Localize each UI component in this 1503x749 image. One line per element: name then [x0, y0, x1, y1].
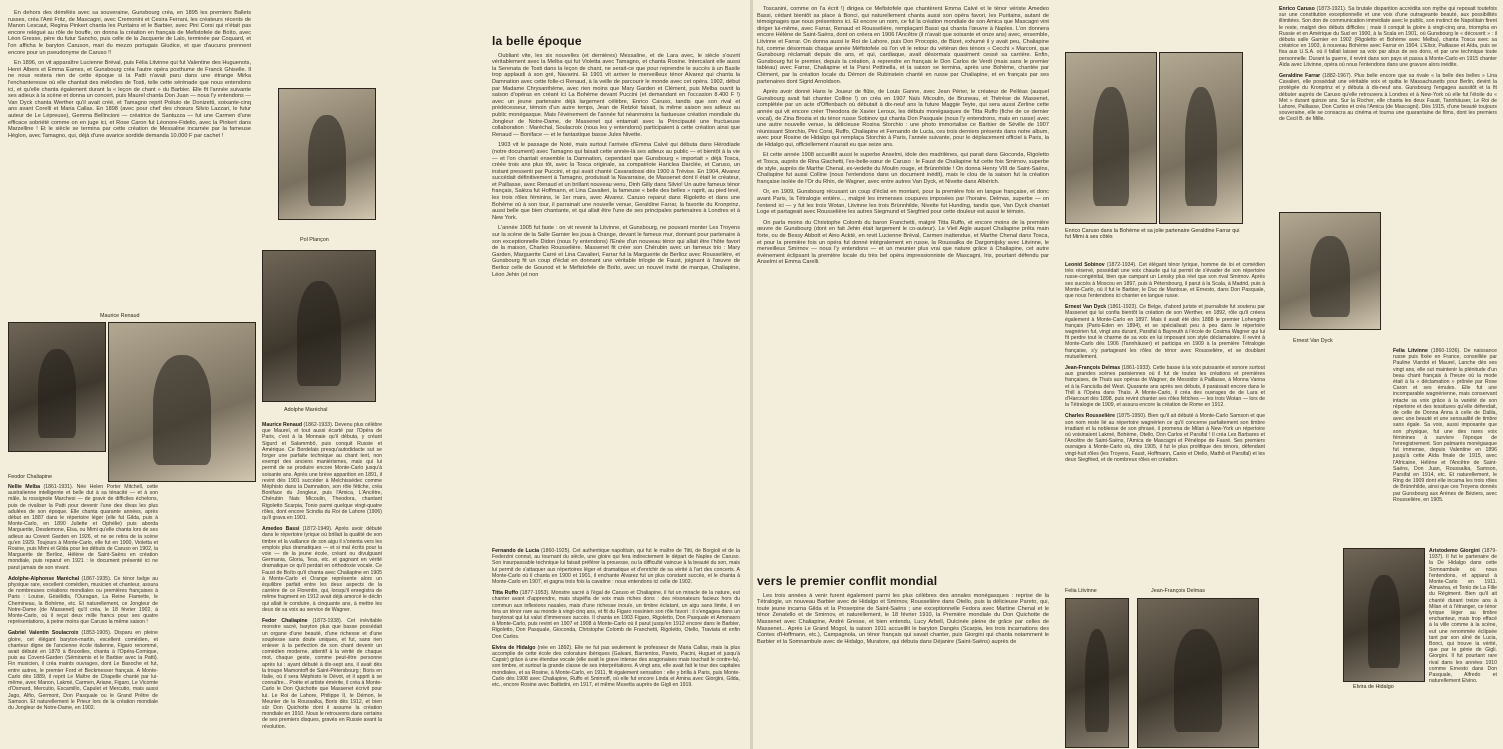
bio-soulacroix [8, 630, 158, 711]
bio-name: Geraldine Farrar [1279, 73, 1321, 80]
belle-epoque-paragraph-1: Oubliant vite, les six nouvelles (et dernières) Messaline, et de Lara avec, le siècle s'ouvrit véritablement avec la Melba qui fut Violetta avec Tamagno, et chanta Rosine. Intercalant elle aussi la Serenata de Tosti dans la leçon de chant, ne serait-ce que pour reprendre le succès à un Basile trop applaudi à son gré, Navarini. Et 1901 vit arriver le merveilleux ténor Alvarez qui chanta la Damnation avec cette folle-ci Renaud, à la veille de parcourir le monde avec cet opéra. 1902, début par Madame Chrysanthème, avec rien moins que Mary Garden et Clément, puis Melba ouvrit la saison d'opéras en créant ici La Bohème devant Puccini (et demandant en l'occasion 8.400 F !) avec un jeune partenaire déjà largement célèbre, Enrico Caruso, tandis que son rival et prédécesseur, témoin d'un autre temps, Jean de Retzké faisait, la même saison ses adieux au public monégasque. Mais l'événement de l'année fut néanmoins la fastueuse création mondiale du Jongleur de Notre-Dame, de Massenet qui entamait avec la Principauté une fructueuse collaboration : Maréchal, Soulacroix (nous les y entendons) participaient à cette création ainsi que Renaud — Boniface — et le fantastique basse Jules Nivette. [492, 52, 740, 138]
caption-hidalgo: Elvira de Hidalgo [1353, 684, 1394, 690]
bio-chaliapine [262, 618, 382, 730]
photo-caruso [1065, 52, 1157, 224]
intro-column [8, 10, 251, 143]
caption-chaliapine: Feodor Chaliapine [8, 474, 53, 480]
main-paragraph-2: Après avoir donné Hans le Joueur de flûte, de Louis Ganne, avec Jean Périer, le créateur de Pelléas (auquel Gunsbourg avait fait chanter Colline !) on créa en 1907 Naïs Micoulin, de Bruneau, et Thérèse de Massenet, complétée par un acte d'Offenbach où débutait à dix-neuf ans la future Maggie Teyte, qui sera aussi Zerline cette année qui vit encore créer Theodora de Xavier Leroux, les débuts monégasques de Titta Ruffo (fiche de ce dernier vocal), de Zina Brozia et du ténor russe Sobinov qui chanta Don Pasquale (nous l'y entendrons, mais en russe) avec une autre nouvelle venue, la délicieuse Rosina Storchio : une photo immortalise ce Barbier de Séville de 1907 réunissant Storchio, Pini Corsi, Ruffo, Chaliapine et Fernando de Lucia, ces trois derniers présents dans notre album, avec pour Rosine de Hidalgo qui remplaça Storchio à Paris, l'année suivante, pour le déplacement officiel à Paris, la de Hidalgo qui, officiellement n'aurait eu que seize ans. [757, 89, 1049, 148]
photo-chaliapine [8, 322, 106, 452]
bio-column-litvinne [1393, 348, 1497, 508]
intro-paragraph-2: En 1896, on vit apparaître Lucienne Bréval, puis Félia Litvinne qui fut Valentine des Huguenots, Henri Albers et Emma Eames, et Gunsbourg créa l'autre opéra posthume de Franck Ghiselle. Il ne nous restera rien de cette époque si la Patti n'avait paru dans une étrange Mirka l'enchanteresse où elle chantait des mélodies de Tosti, telle cette sérénade que nous entendons ici, et qu'elle chanta également durant la « leçon de chant » du Barbier. Elle fit l'année suivante ses adieux à la scène et donna un concert, puis Maurel chanta Don Juan — nous l'y entendons — Van Dyck chanta Werther qu'il avait créé, et Tamagno reprit Poliuto de Donizetti, soixante-cinq ans avant Corelli et Maria Callas. En 1898 (avec pour chef des chœurs Silvio Lazzari, le futur auteur de Le Lépreuse), Gemma Bellincioni — créatrice de Santuzza — fut une Carmen d'une efficace sobriété comme on en juge ici, et Rose Caron fut Léonore-Fidelio, avec la Pinkert dans Marzelline ! Et le siècle se termina par cette création de Messaline incarnée par la fameuse Héglon, avec Tamagno, qui, déjà d'une avarice sordide demanda 10.000 F par cachet ! [8, 60, 251, 139]
bio-text: (1853-1905). Disparu en pleine gloire, cet élégant baryton-martin, excellent comédien, et chanteur digne de l'ancienne école italienne, Figaro renommé, avait débuté en 1878 à Bruxelles, chanta à l'Opéra-Comique, puis au Covent-Garden (Sémiramis et le Barbier avec la Patti). Fin musicien, il créa maints ouvrages, dont Le Basoche et fut, entre autres, le premier Ford et Beckmesser français. A Monte-Carlo dès 1889, il reprit Le Maître de Chapelle chanté par lui-même, avec Manon, Lakmé, Carmen, Ariane, Figaro, Le Vicomte d'Osmard, Mercutio, Escamillo, Capulet et Mercutio, mais aussi Jago, Alfio, Germont, Don Pasquale ou le Grand Prêtre de Samson. Et naturellement le Prieur lors de la création mondiale du Jongleur de Notre-Dame, en 1902. [8, 630, 158, 711]
main-paragraph-3: Et cette année 1908 accueillit aussi le superbe Anselmi, idole des madrilènes, qui parait dans Gioconda, Rigoletto et Tosca, auprès de Rina Giachetti, l'ex-belle-sœur de Caruso : le Faust de Chaliapine fut cette fois Smirnov, superbe de style, auprès de Marthe Chenal, ex-vedette du Moulin rouge, et Brünnhilde ! On donna Henry VIII de Saint-Saëns, Chaliapine fut aussi Colline (nous l'entendons dans un document inédit), mais le clou de la saison fut la création française isolée de l'Or du Rhin, de Wagner, avec entre autres Van Dyck, et Nivette dans Albérich. [757, 152, 1049, 185]
bio-text: (1873-1921). Sa brutale disparition accrédita son mythe qui reposait toutefois sur une constitution exceptionnelle et une voix d'une outrageante beauté, aux possibilités illimitées. Son don de communication immédiate avec le public, son instinct de Napolitain firent le reste, malgré des débuts difficiles ; mais il conquit la gloire à vingt-cinq ans, triompha en Russie et en Amérique du Sud en 1900, à la Scala en 1901, où Gunsbourg le « découvrit » : il débuta salle Garnier en 1902 (Rigoletto et Bohème avec Melba), chanta Tosca avec sa créatrice en 1903, à nouveau Bohème avec Farrar en 1904. L'Elisir, Paillasse et Aïda, puis se fixa aux U.S.A. où il fallait laisser sa voix par abus de ses dons, et par une technique toute personnelle. Durant la guerre, il revint dans son pays et passa à Monte-Carlo en 1915 chanter Aïda avec Litvinne, opéra où nous l'entendons dans une gravure alors inédite. [1279, 6, 1497, 68]
bio-text: (1872-1949). Après avoir débuté dans le répertoire lyrique où brillait la qualité de son timbre et la vaillance de son aigu il s'orienta vers les emplois plus dramatiques — et si mal écrits pour la voix — de la jeune école, créant ou divulguant Germania, Gloria, Tess, etc. et gagnant en vérité dramatique ce qu'il perdait en orthodoxie vocale. Ce Faust de Boïto qu'il chanta avec Chaliapine en 1905 à Monte-Carlo et Orange représente alors un équilibre parfait entre les deux aspects de la carrière de ce Florentin, qui, lorsqu'il enregistra de même fragment en 1912 avait déjà amorcé le déclin qui allait le conduire, à cinquante ans, à mettre les deux de sa voix au service de Wagner. [262, 526, 382, 613]
caption-maurel: Maurice Renaud [100, 313, 140, 319]
bio-text: (1872-1934). Cet élégant ténor lyrique, homme de loi et comédien très réservé, possédait une voix chaude qui lui permit de s'évader de son répertoire russe-congénital, bien que campant un Lensky plus réel que son rival Smirnov. Après ses succès à Moscou en 1897, puis à Pétersbourg, il parut à la Scala, à Madrid, puis à Monte-Carlo, où il fut le Barbier, le Duc de Mantoue, et Ernesto, dans Don Pasquale, que nous l'entendons ici chanter en langue russe. [1065, 262, 1265, 300]
bio-text: (1877-1953). Monstre sacré à l'égal de Caruso et Chaliapine, il fut un miracle de la nature, eut chanter avant d'apprendre, mais stupéfia de voix mais riches dons : des résonateurs facieux hors du commun aux inflexions nasales, mais d'une richesse inouïe, un timbre éclatant, un aigu sans limite, il en fera un ténor rare au monde à vingt-cinq ans, et fit du Figaro rossinien son rôle favori : il s'engagea dans un barytonat qui lui valut d'immenses succès. Il chanta en 1903 Figaro, Rigoletto, Don Pasquale et Amonasro à Monte-Carlo, puis revint en 1907 et 1908 à Monte-Carlo où il parut jusqu'en 1912 encore dans le Barbier, Rigoletto, Don Pasquale, Gioconda, Christophe Colomb de Franchetti, Rigoletto, Otello, Traviata et enfin Don Carlos. [492, 590, 740, 640]
caption-marechal: Adolphe Maréchal [284, 407, 328, 413]
bio-text: (née en 1892). Elle ne fut pas seulement le professeur de Maria Callas, mais la plus accomplie de cette école des colorature ibériques (Galvani, Barrientos, Pareto, Pacini, Huguet et jusqu'à Capsir) grâce à une étendue vocale (elle avait le grave intense des aragonaises mais touchait le contre-fa), son timbre, et surtout la grande classe de ses interprétations. A vingt ans, elle avait fait le tour des capitales mondiales, et sa Rosine, à Monte-Carlo, en 1911, fit également sensation : elle y brilla à Paris, puis Monte-Carlo dès 1908 avec Chaliapine, Ruffo et Smirnoff, où elle fut encore Linda et Amina avec Giorgini, Gilda, etc., encore Rosine avec Battistini, en 1917, et même Musetta auprès de Gigli en 1919. [492, 644, 740, 689]
bio-text: (1882-1967). Plus belle encore que sa rivale « la belle des belles » Lina Cavalieri, elle possédait une véritable voix et quitta le Massachusetts pour Berlin, devint la protégée du Kronprinz et y débuta à dix-neuf ans. Gunsbourg l'engagea aussitôt et la fit débuter auprès de Caruso qu'elle retrouvera à Londres et à New-York où elle fut l'étoile du « Met » durant quinze ans. Sur la Rocher, elle chanta les deux Faust, Tannhäuser, Le Roi de Lahore, Paillasse, Don Carlos et créa l'Amica (de Mascagni). Dès 1915, d'une beauté toujours souveraine, elle se consacra au cinéma et tourna une quarantaine de films, dont les premiers de Cecil B. de Mille. [1279, 73, 1497, 123]
intro-paragraph-1: En dehors des démêlés avec sa souveraine, Gunsbourg créa, en 1895 les premiers Ballets russes, créa l'Ami Fritz, de Mascagni, avec Cremonini et Cesira Ferrani, les créateurs récents de Manon Lescaut, Regina Pinkert chanta les Puritains et le Barbier, avec Pini Corsi qui n'était pas encore relégué au rôle de bouffe, on donna la création en français de Mefistofele de Boïto, avec Léon Gresse, père du futur Sancho, puis celle de la Jacquerie de Lalo, terminée par Coquard, et l'on afficha le baryton Caruson, mari du mezzo portugais Giudice, et que d'aucuns prennent encore pour un pseudonyme de Caruso !! [8, 10, 251, 56]
section-heading-conflit: vers le premier conflit mondial [757, 574, 938, 588]
belle-epoque-paragraph-3: L'année 1905 fut faste : on vit revenir la Litvinne, et Gunsbourg, ne pouvant monter Les Troyens sur la scène de la Salle Garnier les joua à Orange, devant le fameux mur, donnant pour partenaire à son exceptionnelle Didon (nous l'y entendons) l'Enée d'un nouveau ténor qui allait être l'hôte favori de la maison, Charles Rousselière. Massenet fit créer son Chérubin avec un fameux trio : Mary Garden, Marguerite Carré et Lina Cavalieri, Farrar fut la Marguerite de Berlioz avec Rousselière, et Gunsbourg fit un coup d'éclat en donnant une véritable trilogie de Faust, joignant à l'œuvre de Berlioz celle de Gounod et le Mefistofele de Boïto, avec un nouvel invité de marque, Chaliapine, Léon Jehin (et non [492, 225, 740, 278]
bio-column-mid [262, 422, 382, 735]
bio-name: Adolphe-Alphonse Maréchal [8, 575, 80, 582]
caption-delmas: Jean-François Delmas [1151, 588, 1205, 594]
bio-melba [8, 484, 158, 571]
bio-name: Jean-François Delmas [1065, 365, 1121, 372]
bio-name: Elvira de Hidalgo [492, 644, 536, 651]
bio-column-right [492, 548, 740, 693]
belle-epoque-paragraph-2: 1903 vit le passage de Noté, mais surtout l'arrivée d'Emma Calvé qui débuta dans Hérodiade (notre document) avec Tamagno qui faisait cette année-là ses adieux au public — et bientôt à la vie — et l'on chantait ensemble la Damnation, cependant que Gunsbourg « importait » déjà Tosca, créée trois ans plus tôt, avec la Tosca originale, sa compatriote Hariclea Darclée, et Caruso, un instant pressenti par Puccini, et qui avait chanté Cavaradossi dès 1900 à Trévise. En 1904, Alvarez succédait définitivement à Tamagno, produisait la Navarraise, de Massenet dont il était le créateur, et Paillasse, avec Renaud et un brillant nouveau venu, Dinh Gilly dans Silvio! Un autre fameux ténor français, Saléza fut Hoffmann, et Lina Cavalieri, la fameuse « belle des belles » raprit, au pied levé, les trois rôles féminins, le 1er mars, avec Alvarez. Caruso reparut dans Rigoletto et dans une Bohème où à son tour, il parrainait une nouvelle venue, Geraldine Farrar, la favorite du Kronprinz, aussi belle que bien chantante, et qui allait être l'une de ses principales partenaires à Londres et à New York. [492, 142, 740, 221]
belle-epoque-column [492, 34, 740, 282]
bio-text: (1860-1936). De naissance russe puis fixée en France, conseillée par Pauline Viardot et Maurel, Lanche dès ses vingt ans, elle sut maintenir la plénitude d'un beau chant français à l'heure où la mode était à la « déclamation » prônée par Rose Caron et ses émules. Elle fut une incomparable wagnérienne, mais conservant intacte sa voix grâce à la variété de son répertoire et des tessitures qu'elle défendait, de celle de Donna Anna à celle de Dalila, avec une beauté et une sensualité de timbre sans égale. Sa voix, aussi imposante que son physique, fut une des rares voix féminines à survivre l'époque de l'enregistrement. Son palmarès monégasque fut immense, depuis Valentine en 1896 jusqu'à cette Aïda finale de 1915, avec l'Africaine, Hélène et l'Ancêtre de Saint-Saëns, Don Juan, Roussalka, Samson, Parsifal en 1914, etc. Et naturellement, le Ring de 1909 dont elle incarna les trois rôles de Brünnhilde, ainsi que ces Troyens donnés par Gunsbourg aux Arènes de Béziers, avec Rousselière, en 1905. [1393, 348, 1497, 503]
bio-text: (1875-1950). Bien qu'il ait débuté à Monte-Carlo Samson et que son nom reste lié au répertoire wagnérien ce qu'il concerne parfaitement son timbre irradiant et la noblesse de son phrasé, il promena de Milan à New-York un répertoire où voisinaient Lakmé, Bohème, Otello, Don Carlos et Parsifal ! Il créa Les Barbares et l'Ancêtre de Saint-Saëns, l'Amica de Mascagni et Pénélope de Fauré. Ses premiers ouvrages à Monte-Carlo où, dès 1905, il fut le plus prolifique des ténors, défendant vingt-huit rôles (les Troyens, Faust, Hoffmann, Canio et Otello, Mathô et Parsifal) et les deux Siegfried, et de nombreux rôles en création. [1065, 413, 1265, 463]
bio-name: Enrico Caruso [1279, 6, 1315, 12]
bio-name: Maurice Renaud [262, 422, 303, 428]
bio-name: Amedeo Bassi [262, 526, 300, 533]
bio-delmas [1065, 365, 1265, 408]
bio-name: Fernando de Lucia [492, 548, 540, 554]
bio-name: Aristodemo Giorgini [1429, 548, 1480, 554]
bio-text: (1861-1923). Ce Belge, d'abord juriste et journaliste fut soutenu par Massenet qui lui confia bientôt la création de son Werther, en 1892, rôle qu'il créera également à Monte-Carlo en 1897. Mais il avait été dès 1888 le premier Lohengrin français (Paris-Eden en 1894), et se spécialisait peu à peu dans le répertoire wagnérien fut, vingt ans durant, Parsifal à Bayreuth à l'école de Cosima Wagner qui lui fit perdre tout le charme de sa voix en lui imposant son style déclamatoire. Il revint à Monte-Carlo dès 1906 (Tannhäuser) et participa en 1909 à la première Tétralogie française, s'y partageant les rôles de ténor avec Rousselière, et se doublant mutuellement. [1065, 304, 1265, 360]
photo-plancon [278, 88, 376, 220]
bio-name: Nellie Melba [8, 484, 41, 490]
photo-hidalgo [1343, 548, 1425, 682]
bio-giorgini [1429, 548, 1497, 684]
conflit-column [757, 574, 1049, 649]
bio-name: Gabriel Valentin Soulacroix [8, 630, 79, 637]
bio-column-far-right [1279, 6, 1497, 128]
bio-sobinov [1065, 262, 1265, 299]
right-page [753, 0, 1503, 749]
bio-text: (1861-1933). Cette basse à la voix puissante et sonore surtout aux grandes scènes parisiennes où il fut de toutes les créations et premières françaises, de Thaïs aux opéras de Wagner, de Messidor à Paillasse, à Monna Vanna et à la Fanciulla del West. Quarante ans après ses débuts, il paraissait encore dans le Thill à l'Opéra dans Thaïs. À Monte-Carlo, il créa des ouvrages de de Lara et d'Harcourt dès 1898, puis revint chanter ses rôles fétiches — les trois Wotan — lors de la Tétralogie de 1909, et assura encore la création de Rome en 1912. [1065, 365, 1265, 409]
bio-text: (1873-1938). Cet inévitable monstre sacré, baryton plus que basse possédait un organe d'une beauté, d'une richesse et d'une souplesse sans doute uniques, et fut, sans rien enlever à la perfection de son chant devenir un comédien moderne, attentif à la vérité de chaque mot, chaque geste, comme peut-être personne après lui : ayant débuté à dix-sept ans, il avait dès la troupe Mamontoff de Saint-Pétersbourg ; Boris en Italie, où il sera Méphisto le Dévot, et il apprit à se connaître... Poète et artiste émérite, il créa à Monte-Carlo le Don Quichotte que Massenet écrivit pour lui. Le Roi de Lahore, Philippe II, le Démon, le Meunier de la Roussalka, Boris dès 1912, et bien sûr Don Quichotte dont il assume la création mondiale en 1910. Nous le retrouvons dans certains de ses premiers disques, gravés en Russie avant la révolution. [262, 618, 382, 730]
bio-name: Charles Rousselière [1065, 413, 1116, 420]
photo-litvinne [1065, 598, 1129, 748]
main-paragraph-1: Toscanini, comme on l'a écrit !) dirigea ce Mefistofele que chantèrent Emma Calvé et le ténor vériste Amedeo Bassi, cédant bientôt sa place à Bonci, qui naturellement chanta aussi son opéra favori, les Puritains, autant de témoignages que nous présentons ici. Et encore un nom, ce fut la création mondiale de son Amica que Mascagni vint diriger lui-même, avec Farrar, Renaud et Rousselière, remplaçant Bassi qui chanta l'œuvre à Naples. L'on donnera encore Hélène de Saint-Saëns, dont on créera en 1906 l'Ancêtre (il n'avait que soixante et onze ans) avec, ensemble, Litvinne et Farrar. On donna aussi le Roi de Lahore, puis Don Procopio, de Bizet, exhumé il y avait peu, Chaliapine fut, comme désormais chaque année Méfistofele où l'on vit le retour du vétéran des ténors « Cecchi » Marconi, que Gunsbourg réclamait depuis dix ans, et qui, cardiaque, avait désormais quasiment cessé sa carrière. Enfin, Gunsbourg fut le premier, depuis la création, à reprendre en français le Don Carlos de Verdi (mais sans le premier tableau) avec Farrar, Chaliapine et la Parsi Pettinella, et la saison se termina, après une Bohème, chantée par Clément, par la création locale du Démon de Rubinstein chanté en russe par Chaliapine, et en français par ses partenaires dont Sigrid Arnoldson. [757, 6, 1049, 85]
bio-de-lucia [492, 548, 740, 585]
bio-text: (1867-1935). Ce ténor belge au physique rare, excellent comédien, musicien et chanteur, assura de nombreuses créations mondiales ou premières françaises à Paris : Louise, Grisélidis, l'Ouragan, La Reine Fiamette, le Chemineau, la Bohème, etc. Et naturellement, ce Jongleur de Notre-Dame (de Massenet) qu'il créa, le 18 février 1902, à Monte-Carlo, où il reçut deux mille francs pour ses quatre représentations, à peine moins que Caruso la même saison ! [8, 575, 158, 626]
photo-van-dyck [1279, 212, 1381, 330]
photo-maurel [108, 322, 256, 482]
bio-text: (1860-1925). Cet authentique napolitain, qui fut le maître de Titti, de Borgioli et de la Federzini connut, au tournant du siècle, une gloire qui fera indirectement le départ de Naples de Caruso. Son insurpassable technique lui faisait préférer la prouesse, ou la difficulté vaincue à la beauté du son, mais lui permit de s'attaquer aux répertoires léger et dramatique et d'enrichir de sa vérité à l'art des concerts. A Monte-Carlo où il chanta en 1900 et 1901, il enchante Alvarez fut un plus constant succès, et le chanta à Monte-Carlo en 1907, et gagna trois fois la cavatine : nous entendons ici celle de 1902. [492, 548, 740, 586]
photo-marechal [262, 250, 376, 402]
bio-farrar [1279, 73, 1497, 123]
bio-hidalgo [492, 645, 740, 688]
bio-rousseliere [1065, 413, 1265, 463]
section-heading-belle-epoque: la belle époque [492, 34, 582, 48]
bio-name: Fedor Chaliapine [262, 618, 308, 625]
main-text-column [757, 6, 1049, 270]
conflit-paragraph: Les trois années à venir furent également parmi les plus célèbres des annales monégasques : reprise de la Tétralogie, un nouveau Barbier avec de Hidalgo et Smirnov, Rousselière dans Otello, puis la délicieuse Pareto, qui, toute jeune incarna Gilda et la Proserpine de Saint-Saëns ; une exceptionnelle Fedora avec Martine Chenal et le ténor Zenatello et de Smirnov, et naturellement, le 18 février 1910, la Première mondiale du Don Quichotte de Massenet avec Chaliapine, André Gresse, et bien entendu, Lucy Arbell, Dulcinée pleine de grâce par celles de Massenet... Après Le Grand Mogol, la saison 1911 accueillit le baryton Dangès (Scarpia, les trois incarnations des Contes d'Hoffmann, etc.), Campagnola, un ténor français qui savait chanter, puis Giorgini qui chanta notamment le Barbier et la Somnambule avec de Hidalgo, Muratore, qui débuta dans Déjanire (Saint-Saëns) auprès de [757, 592, 1049, 645]
bio-ruffo [492, 590, 740, 640]
bio-renaud [262, 422, 382, 521]
photo-delmas [1137, 598, 1259, 748]
bio-bassi [262, 526, 382, 613]
caption-caruso: Enrico Caruso dans la Bohème et sa jolie partenaire Geraldine Farrar qui fut Mimi à ses côtés [1065, 228, 1240, 241]
bio-column-giorgini [1429, 548, 1497, 689]
bio-name: Felia Litvinne [1393, 348, 1428, 354]
caption-plancon: Pol Plançon [300, 237, 329, 243]
bio-caruso [1279, 6, 1497, 68]
bio-text: (1862-1933). Devenu plus célèbre que Maurel, et tout aussi écarté par l'Opéra de Paris, c'est à la Monnaie qu'il débuta, y créant Sigurd et Salammbô, puis conquit Russie et Amérique. Ce Bordelais presqu'autodidacte sut se forger une parfaite technique au chant lent, non exempt des anciens maniérismes, mais qui lui permit de se produire encore Monte-Carlo jusqu'à soixante ans. Après une brève apparition en 1891, il revint dès 1901 succéder à Melchissédec comme Méphisto dans la Damnation, son rôle fétiche, créa Boniface du Jongleur, puis l'Amica, L'Ancêtre, Chérubin Nais Micoulin, Theodora, chantant Rigoletto Scarpia, Tonio parmi quelque vingt-quatre rôles, dont encore Scindia du Roi de Lahore (1906) qu'il grava en 1901. [262, 422, 382, 522]
caption-van-dyck: Ernest Van Dyck [1293, 338, 1333, 344]
bio-text: (1861-1931). Née Helen Porter Mitchell, cette australienne intelligente et belle dut à sa ténacité — et à son mâle, la rossignole Marchesi — de gravir de difficiles échelons, puis de rivaliser la Patti pour devenir l'une des divas les plus adulées de son époque. Elle chanta quarante années, après début en 1887 dans le répertoire léger (elle fut Gilda, puis à Monte-Carlo, en 1890 Juliette et Ophélie) puis aborda Marguerite, Desdemone, Elsa, ou Mimi qu'elle chanta lors de ses adieux au Covent Garden en 1926, et ne se retira de la scène qu'en 1929. Toujours à Monte-Carlo, elle fut en 1900, Violetta et Rosine, puis Mimi et Gilda pour les débuts de Caruso en 1902, la Marguerite de Berlioz, Hélène de Saint-Saëns en création mondiale, puis reparut en 1921 : le document présenté ici ne parut jamais de son vivant. [8, 484, 158, 571]
bio-litvinne [1393, 348, 1497, 503]
bio-marechal [8, 576, 158, 626]
photo-farrar [1159, 52, 1243, 224]
main-paragraph-5: On parla moins du Christophe Colomb du baron Franchetti, malgré Titta Ruffo, et encore moins de la première œuvre de Gunsbourg (dont en fait Jehin était largement le co-auteur). Le Vieil Aigle auquel Chaliapine prêta main forte, ou de Bessy Abbott et Aino Ackté, en revit Lucienne Bréval, Carmen inattendue, et Marthe Chenal dans Tosca, et pour la première fois un opéra fut donné intégralement en russe, la Roussalka de Dargomijsky avec Litvinne, le merveilleux Smirnov — nous l'y entendons — et un meunier plus vrai que nature grâce à Chaliapine, cet autre événement éclipsant la première locale du très bel opéra impressionniste de Mascagni, Iris, pourtant défendu par Anselmi et Emma Carelli. [757, 219, 1049, 266]
main-paragraph-4: Or, en 1909, Gunsbourg récusant un coup d'éclat en montant, pour la première fois en langue française, et donc avant Paris, la Tétralogie entière..., malgré les immenses coupures imposées par l'horaire. Delmas, superbe — on l'entend ici — y fut les trois Wotan, Litvinne les trois Brünnhilde, Nivette fut Hunding, tandis que, Van Dyck chantait Loge et partageait avec Rousselière les autres Siegmund et Siegfried pour cette douleur est aussi le témoin. [757, 189, 1049, 216]
bio-name: Leonid Sobinov [1065, 262, 1105, 268]
bio-column-left [8, 484, 158, 716]
left-page [0, 0, 750, 749]
bio-text: (1879-1937). Il fut le partenaire de la De Hidalgo dans cette Somnambule où nous l'entendons, et apparut à Monte-Carlo en 1911. Almaviva, et Tonio de La Fille du Régiment. Bien qu'il ait chanté durant treize ans à Milan et à l'étranger, ce ténor lyrique léger au timbre enchanteur, mais trop effacé à la ville comme à la scène, eut une renommée éclipsée tant par son aîné de Lucia, Bonci, qui trouve la vérité, que par le génie de Gigli. Giorgini. Il fut pourtant rare rival dans les années 1910 comme Ernesto dans Don Pasquale, Alfredo et naturellement Elvino. [1429, 548, 1497, 685]
bio-name: Ernest Van Dyck [1065, 304, 1107, 311]
bio-van-dyck [1065, 304, 1265, 360]
bio-column-center [1065, 262, 1265, 468]
bio-name: Titta Ruffo [492, 590, 519, 597]
caption-litvinne: Felia Litvinne [1065, 588, 1097, 594]
